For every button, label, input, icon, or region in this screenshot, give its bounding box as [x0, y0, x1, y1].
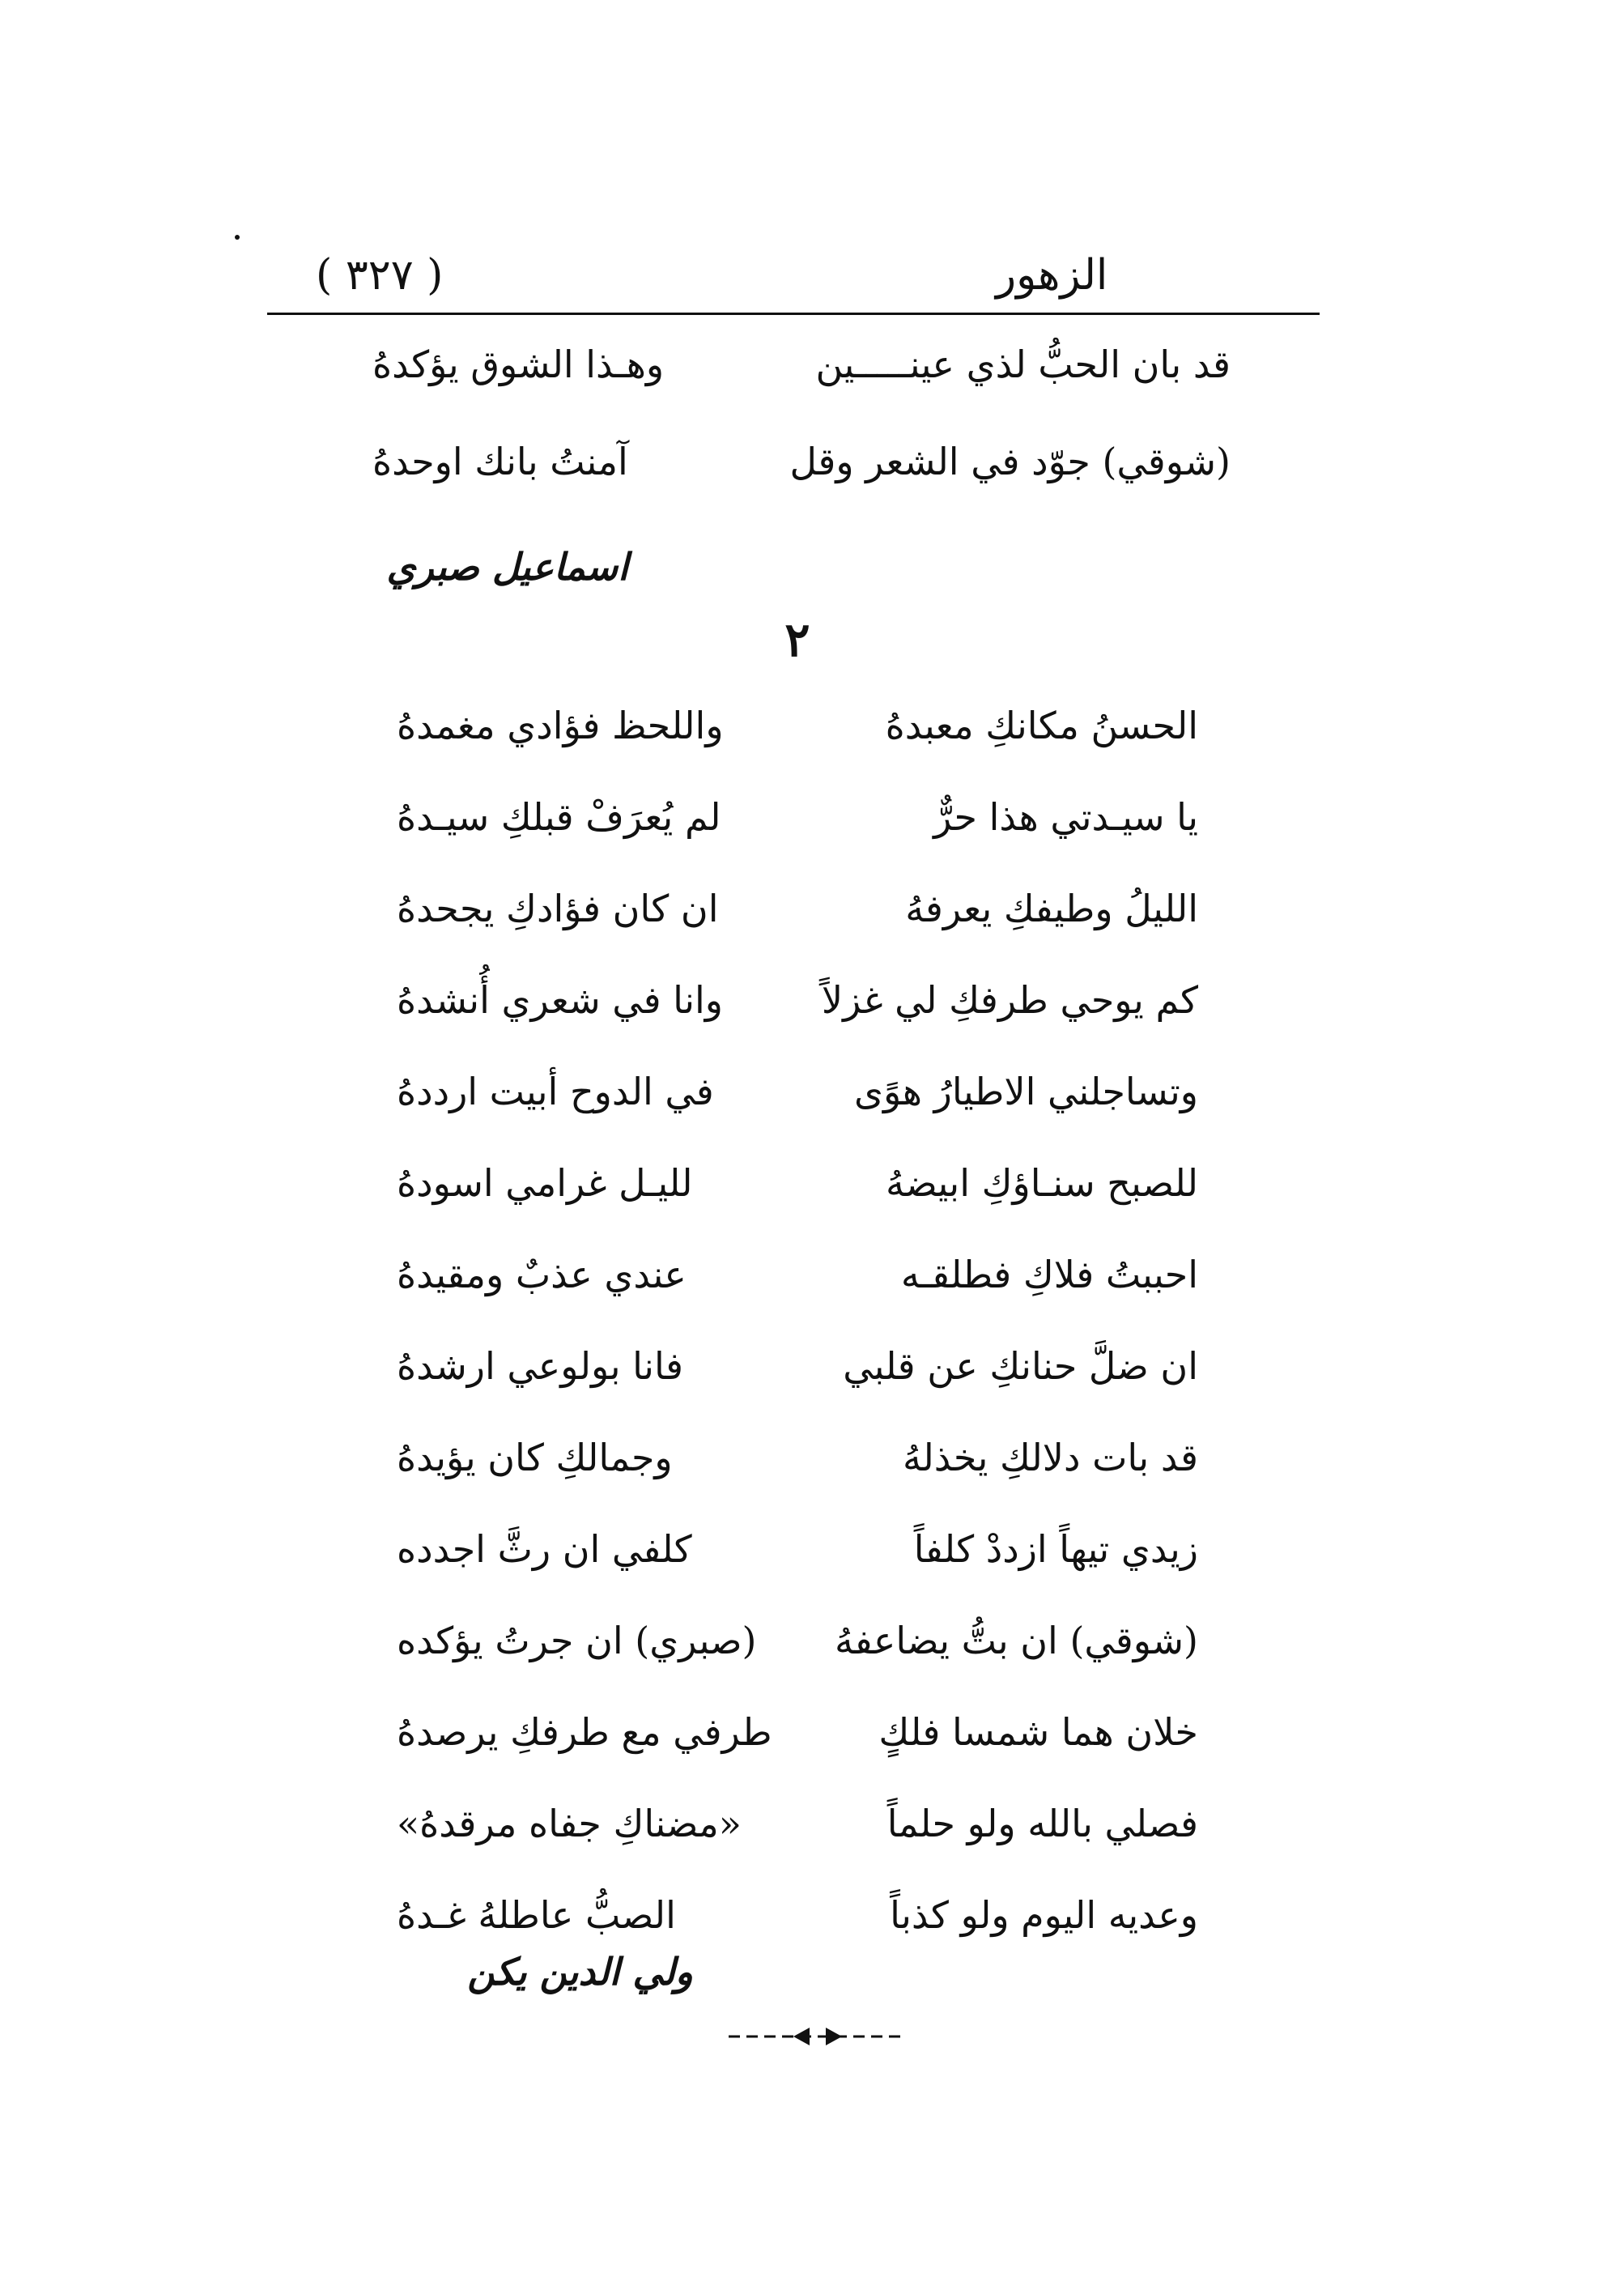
poem-verse [397, 1778, 1198, 1870]
verse-second-hemistich: «مضناكِ جفاه مرقدهُ» [397, 1802, 742, 1845]
header-rule [267, 313, 1320, 315]
section-number: ٢ [784, 612, 810, 667]
poet-signature: ولي الدين يكن [467, 1950, 693, 1994]
verse-second-hemistich: ان كان فؤادكِ يجحدهُ [397, 887, 719, 930]
poet-signature: اسماعيل صبري [386, 545, 628, 589]
verse-first-hemistich: وتساجلني الاطيارُ هوًى [854, 1070, 1198, 1113]
verse-first-hemistich: ان ضلَّ حنانكِ عن قلبي [843, 1344, 1198, 1388]
verse-first-hemistich: قد بان الحبُّ لذي عينـــــين [815, 343, 1231, 386]
verse-second-hemistich: (صبري) ان جرتُ يؤكده [397, 1619, 757, 1662]
poem-verse [397, 863, 1198, 955]
verse-second-hemistich: لليـل غرامي اسودهُ [397, 1161, 693, 1205]
verse-first-hemistich: الحسنُ مكانكِ معبدهُ [885, 704, 1198, 747]
running-title: الزهور [996, 251, 1108, 300]
verse-second-hemistich: وانا في شعري أُنشدهُ [397, 978, 723, 1022]
poem-verse [397, 1595, 1198, 1687]
verse-first-hemistich: (شوقي) جوّد في الشعر وقل [789, 440, 1231, 483]
verse-first-hemistich: خلان هما شمسا فلكٍ [878, 1710, 1198, 1754]
verse-first-hemistich: احببتُ فلاكِ فطلقـه [900, 1253, 1198, 1296]
verse-first-hemistich: وعديه اليوم ولو كذباً [890, 1893, 1198, 1937]
poem-verse [397, 955, 1198, 1046]
poem-verse [397, 772, 1198, 863]
intro-verse [372, 324, 1231, 405]
verse-first-hemistich: كم يوحي طرفكِ لي غزلاً [821, 978, 1198, 1022]
end-ornament-icon [729, 2024, 907, 2049]
poem-verse [397, 1138, 1198, 1229]
poem-verse [397, 1412, 1198, 1504]
stray-ink-dot [235, 235, 240, 240]
verse-second-hemistich: واللحظ فؤادي مغمدهُ [397, 704, 724, 747]
verse-second-hemistich: وجمالكِ كان يؤيدهُ [397, 1436, 673, 1479]
running-head [267, 243, 1320, 308]
verse-first-hemistich: فصلي بالله ولو حلماً [886, 1802, 1198, 1845]
verse-first-hemistich: يا سيـدتي هذا حرٌّ [933, 795, 1198, 839]
poem-verse [397, 680, 1198, 772]
verse-second-hemistich: لم يُعرَفْ قبلكِ سيـدهُ [397, 795, 721, 839]
verse-first-hemistich: قد بات دلالكِ يخذلهُ [903, 1436, 1198, 1479]
poem-verse [397, 1321, 1198, 1412]
verse-first-hemistich: زيدي تيهاً ازددْ كلفاً [913, 1527, 1198, 1571]
verse-first-hemistich: الليلُ وطيفكِ يعرفهُ [905, 887, 1198, 930]
poem-verse [397, 1504, 1198, 1595]
verse-second-hemistich: الصبُّ عاطلهُ غـدهُ [397, 1893, 676, 1937]
poem [397, 680, 1198, 1961]
verse-second-hemistich: طرفي مع طرفكِ يرصدهُ [397, 1710, 772, 1754]
verse-first-hemistich: للصبح سنـاؤكِ ابيضهُ [885, 1161, 1198, 1205]
page-number: ( ٣٢٧ ) [316, 251, 444, 300]
intro-verse [372, 421, 1231, 502]
verse-second-hemistich: وهـذا الشوق يؤكدهُ [372, 343, 665, 386]
verse-second-hemistich: كلفي ان رثَّ اجدده [397, 1527, 692, 1571]
verse-second-hemistich: في الدوح أبيت ارددهُ [397, 1070, 714, 1113]
verse-second-hemistich: عندي عذبٌ ومقيدهُ [397, 1253, 687, 1296]
poem-verse [397, 1046, 1198, 1138]
verse-second-hemistich: فانا بولوعي ارشدهُ [397, 1344, 683, 1388]
verse-second-hemistich: آمنتُ بانك اوحدهُ [372, 440, 628, 483]
poem-verse [397, 1229, 1198, 1321]
poem-verse [397, 1687, 1198, 1778]
verse-first-hemistich: (شوقي) ان بتُّ يضاعفهُ [834, 1619, 1198, 1662]
